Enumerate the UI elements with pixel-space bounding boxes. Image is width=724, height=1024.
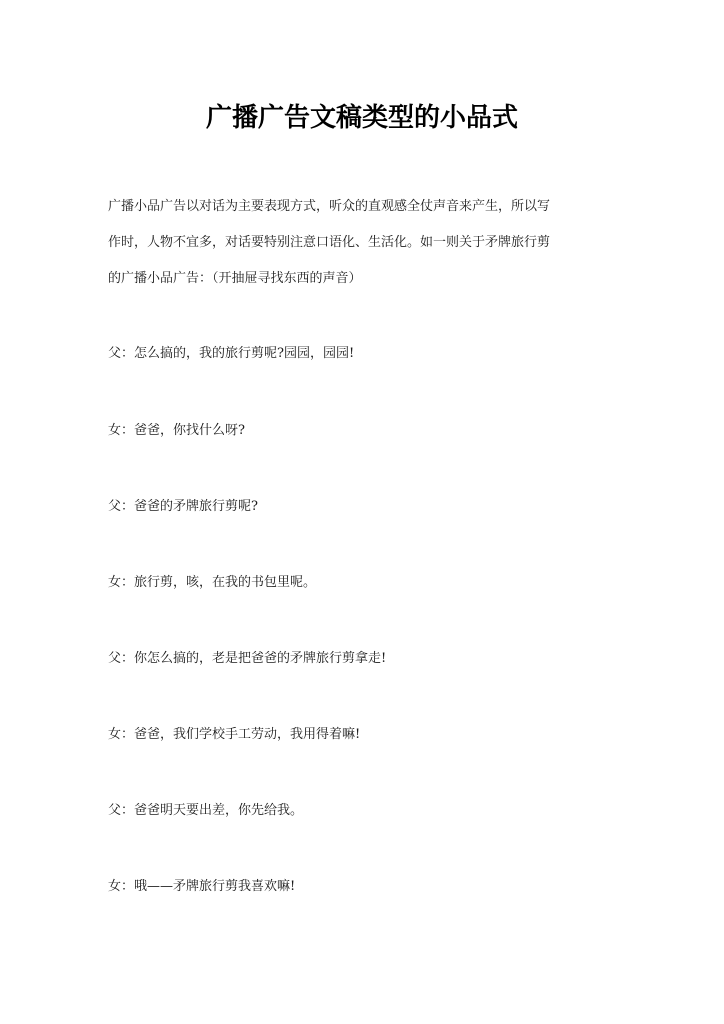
dialogue-line: 父：爸爸明天要出差，你先给我。 — [108, 803, 304, 818]
intro-line: 广播小品广告以对话为主要表现方式，听众的直观感全仗声音来产生，所以写 — [108, 199, 551, 214]
dialogue-line: 女：旅行剪，咳，在我的书包里呢。 — [108, 575, 317, 590]
intro-paragraph — [108, 189, 620, 297]
dialogue-line: 女：哦——矛牌旅行剪我喜欢嘛! — [108, 879, 296, 894]
dialogue-line: 父：怎么搞的，我的旅行剪呢?园园，园园! — [108, 346, 355, 361]
dialogue-line: 父：你怎么搞的，老是把爸爸的矛牌旅行剪拿走! — [108, 651, 387, 666]
document-title: 广播广告文稿类型的小品式 — [205, 103, 518, 133]
intro-line: 作时，人物不宜多，对话要特别注意口语化、生活化。如一则关于矛牌旅行剪 — [108, 235, 551, 250]
intro-line: 的广播小品广告：（开抽屉寻找东西的声音） — [108, 271, 362, 286]
dialogue-line: 女：爸爸，你找什么呀? — [108, 423, 245, 438]
dialogue-line: 父：爸爸的矛牌旅行剪呢? — [108, 499, 258, 514]
dialogue-line: 女：爸爸，我们学校手工劳动，我用得着嘛! — [108, 727, 361, 742]
